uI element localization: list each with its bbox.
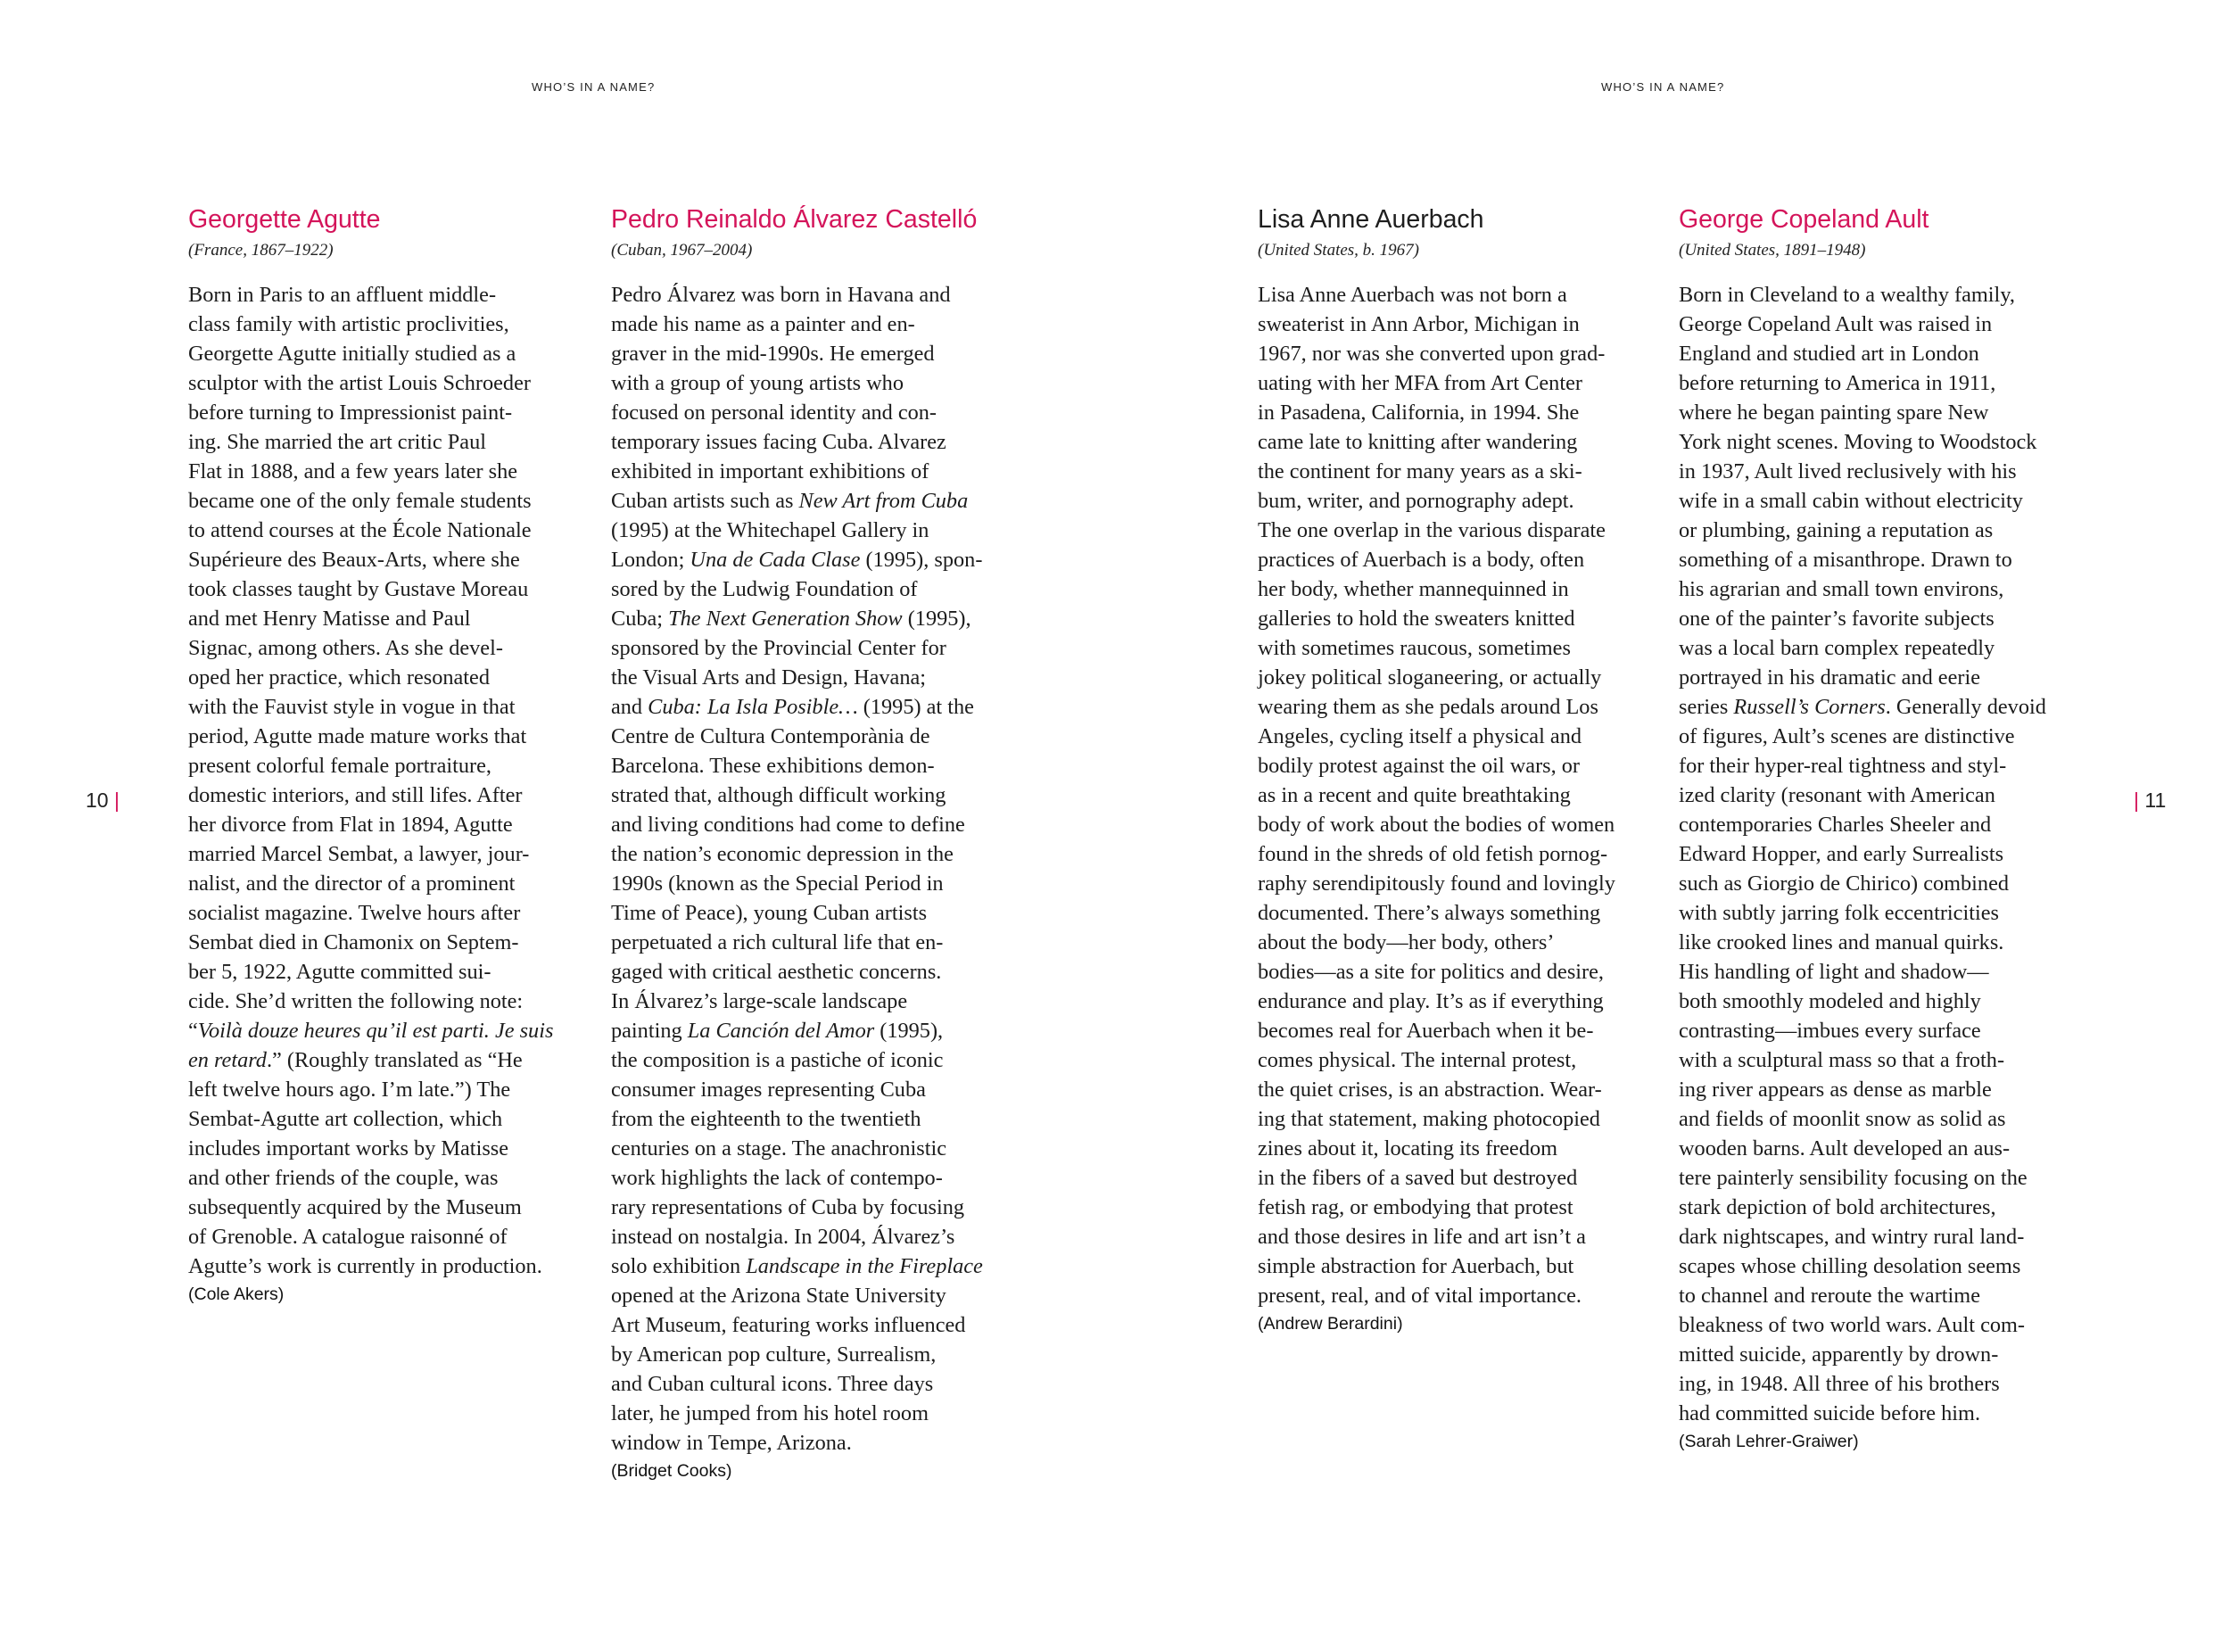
body-line [611, 545, 1012, 574]
body-line: ing. She married the art critic Paul [188, 430, 486, 454]
body-line: bodies—as a site for politics and desire, [1258, 960, 1604, 984]
body-line: becomes real for Auerbach when it be- [1258, 1019, 1594, 1043]
body-line: Sembat died in Chamonix on Septem- [188, 930, 519, 954]
body-line: in Pasadena, California, in 1994. She [1258, 401, 1580, 425]
body-line: with the Fauvist style in vogue in that [188, 695, 516, 719]
body-line: sponsored by the Provincial Center for [611, 636, 946, 660]
body-line: strated that, although difficult working [611, 783, 946, 807]
body-line: had committed suicide before him. [1679, 1401, 1981, 1425]
body-line: Time of Peace), young Cuban artists [611, 901, 928, 925]
body-line: contrasting—imbues every surface [1679, 1019, 1981, 1043]
text-run: (1995) at the [857, 695, 974, 719]
body-line: his agrarian and small town environs, [1679, 577, 2004, 601]
entry-name: Lisa Anne Auerbach [1258, 205, 1484, 234]
body-line: work highlights the lack of contempo- [611, 1166, 943, 1190]
body-line: married Marcel Sembat, a lawyer, jour- [188, 842, 530, 866]
body-line: and fields of moonlit snow as solid as [1679, 1107, 2006, 1131]
body-line: window in Tempe, Arizona. [611, 1431, 852, 1455]
folio-divider: | [113, 789, 120, 812]
body-line: includes important works by Matisse [188, 1136, 509, 1161]
body-line: to attend courses at the École Nationale [188, 518, 532, 542]
entry-author: (Andrew Berardini) [1258, 1314, 1403, 1334]
body-line: Centre de Cultura Contemporània de [611, 724, 930, 748]
body-line [188, 1016, 590, 1045]
body-line: ing, in 1948. All three of his brothers [1679, 1372, 2000, 1396]
body-line [611, 1016, 1012, 1045]
running-head-left: WHO’S IN A NAME? [532, 80, 656, 94]
body-line: sored by the Ludwig Foundation of [611, 577, 918, 601]
text-run: solo exhibition [611, 1254, 747, 1278]
italic-title: Landscape in the Fireplace [746, 1254, 983, 1278]
body-line: present colorful female portraiture, [188, 754, 492, 778]
text-run: Cuban artists such as [611, 489, 799, 513]
body-line: Barcelona. These exhibitions demon- [611, 754, 935, 778]
body-line: or plumbing, gaining a reputation as [1679, 518, 1994, 542]
body-line: like crooked lines and manual quirks. [1679, 930, 2004, 954]
page-number-right-value: 11 [2144, 789, 2167, 812]
italic-title: New Art from Cuba [798, 489, 969, 513]
text-run: painting [611, 1019, 688, 1043]
body-line: bum, writer, and pornography adept. [1258, 489, 1574, 513]
body-line [611, 604, 1012, 633]
body-line: such as Giorgio de Chirico) combined [1679, 871, 2010, 896]
body-line: Agutte’s work is currently in production. [188, 1254, 542, 1278]
body-line: sweaterist in Ann Arbor, Michigan in [1258, 312, 1580, 336]
italic-title: en retard [188, 1048, 267, 1072]
body-line: and other friends of the couple, was [188, 1166, 499, 1190]
body-line: Edward Hopper, and early Surrealists [1679, 842, 2004, 866]
italic-title: Russell’s Corners [1733, 695, 1886, 719]
body-line: to channel and reroute the wartime [1679, 1284, 1980, 1308]
body-line: galleries to hold the sweaters knitted [1258, 607, 1575, 631]
body-line: Art Museum, featuring works influenced [611, 1313, 966, 1337]
text-run: (1995), [902, 607, 971, 631]
body-line: for their hyper-real tightness and styl- [1679, 754, 2007, 778]
body-line: Georgette Agutte initially studied as a [188, 342, 516, 366]
body-line: simple abstraction for Auerbach, but [1258, 1254, 1574, 1278]
text-run: (1995), [874, 1019, 944, 1043]
body-line: found in the shreds of old fetish pornog- [1258, 842, 1608, 866]
body-line: practices of Auerbach is a body, often [1258, 548, 1585, 572]
running-head-right: WHO’S IN A NAME? [1601, 80, 1725, 94]
body-line: ing river appears as dense as marble [1679, 1078, 1992, 1102]
body-line: about the body—her body, others’ [1258, 930, 1555, 954]
body-line: Signac, among others. As she devel- [188, 636, 503, 660]
body-line: scapes whose chilling desolation seems [1679, 1254, 2021, 1278]
entry-body [188, 280, 590, 1281]
body-line: domestic interiors, and still lifes. After [188, 783, 523, 807]
body-line: oped her practice, which resonated [188, 665, 490, 690]
italic-title: Una de Cada Clase [690, 548, 861, 572]
body-line: zines about it, locating its freedom [1258, 1136, 1558, 1161]
body-line: with a sculptural mass so that a froth- [1679, 1048, 2005, 1072]
body-line: of figures, Ault’s scenes are distinctive [1679, 724, 2015, 748]
body-line: raphy serendipitously found and lovingly [1258, 871, 1615, 896]
body-line: In Álvarez’s large-scale landscape [611, 989, 908, 1013]
body-line: documented. There’s always something [1258, 901, 1601, 925]
body-line: Pedro Álvarez was born in Havana and [611, 283, 951, 307]
body-line: cide. She’d written the following note: [188, 989, 524, 1013]
body-line: Supérieure des Beaux-Arts, where she [188, 548, 520, 572]
entry-meta: (France, 1867–1922) [188, 241, 334, 260]
body-line: graver in the mid-1990s. He emerged [611, 342, 935, 366]
body-line [611, 692, 1012, 722]
body-line: uating with her MFA from Art Center [1258, 371, 1582, 395]
entry-body [1258, 280, 1659, 1310]
entry-meta: (United States, 1891–1948) [1679, 241, 1866, 260]
body-line: came late to knitting after wandering [1258, 430, 1578, 454]
body-line: period, Agutte made mature works that [188, 724, 527, 748]
body-line: nalist, and the director of a prominent [188, 871, 516, 896]
body-line: her body, whether mannequinned in [1258, 577, 1569, 601]
entry-name: Pedro Reinaldo Álvarez Castelló [611, 205, 978, 234]
body-line: 1967, nor was she converted upon grad- [1258, 342, 1606, 366]
body-line: as in a recent and quite breathtaking [1258, 783, 1571, 807]
entry-column-4 [1679, 203, 2080, 1453]
page-number-right [2134, 789, 2166, 813]
body-line: endurance and play. It’s as if everything [1258, 989, 1604, 1013]
body-line: and Cuban cultural icons. Three days [611, 1372, 934, 1396]
body-line: gaged with critical aesthetic concerns. [611, 960, 942, 984]
entry-name: George Copeland Ault [1679, 205, 1929, 234]
body-line: temporary issues facing Cuba. Alvarez [611, 430, 946, 454]
body-line: later, he jumped from his hotel room [611, 1401, 929, 1425]
body-line: 1990s (known as the Special Period in [611, 871, 944, 896]
body-line: was a local barn complex repeatedly [1679, 636, 1995, 660]
body-line: where he began painting spare New [1679, 401, 1989, 425]
text-run: Cuba; [611, 607, 669, 631]
body-line: the Visual Arts and Design, Havana; [611, 665, 927, 690]
body-line: class family with artistic proclivities, [188, 312, 509, 336]
body-line [188, 1045, 590, 1075]
body-line: of Grenoble. A catalogue raisonné of [188, 1225, 508, 1249]
entry-author: (Cole Akers) [188, 1284, 285, 1304]
body-line: before returning to America in 1911, [1679, 371, 1996, 395]
body-line: subsequently acquired by the Museum [188, 1195, 522, 1219]
body-line: contemporaries Charles Sheeler and [1679, 813, 1992, 837]
body-line: in 1937, Ault lived reclusively with his [1679, 459, 2017, 483]
body-line: consumer images representing Cuba [611, 1078, 926, 1102]
body-line: from the eighteenth to the twentieth [611, 1107, 921, 1131]
entry-meta: (United States, b. 1967) [1258, 241, 1420, 260]
body-line: Sembat-Agutte art collection, which [188, 1107, 503, 1131]
body-line: mitted suicide, apparently by drown- [1679, 1342, 1999, 1367]
folio-divider: | [2134, 789, 2139, 812]
body-line [611, 1251, 1012, 1281]
body-line: Born in Paris to an affluent middle- [188, 283, 497, 307]
body-line: George Copeland Ault was raised in [1679, 312, 1993, 336]
entry-body [1679, 280, 2080, 1428]
body-line: portrayed in his dramatic and eerie [1679, 665, 1980, 690]
italic-title: Voilà douze heures qu’il est parti. Je suis [197, 1019, 554, 1043]
body-line: wife in a small cabin without electricity [1679, 489, 2023, 513]
text-run: “ [188, 1019, 198, 1043]
body-line: His handling of light and shadow— [1679, 960, 1989, 984]
body-line: the nation’s economic depression in the [611, 842, 954, 866]
body-line: made his name as a painter and en- [611, 312, 915, 336]
body-line: Angeles, cycling itself a physical and [1258, 724, 1582, 748]
body-line: England and studied art in London [1679, 342, 1979, 366]
body-line: ized clarity (resonant with American [1679, 783, 1995, 807]
entry-name: Georgette Agutte [188, 205, 381, 234]
body-line: and living conditions had come to define [611, 813, 965, 837]
body-line [611, 486, 1012, 516]
text-run: .” (Roughly translated as “He [266, 1048, 523, 1072]
page-number-left-value: 10 [86, 789, 109, 812]
body-line: tere painterly sensibility focusing on the [1679, 1166, 2028, 1190]
body-line: fetish rag, or embodying that protest [1258, 1195, 1573, 1219]
body-line: The one overlap in the various disparate [1258, 518, 1606, 542]
body-line [1679, 692, 2080, 722]
italic-title: La Canción del Amor [687, 1019, 875, 1043]
body-line: stark depiction of bold architectures, [1679, 1195, 1996, 1219]
body-line: by American pop culture, Surrealism, [611, 1342, 937, 1367]
body-line: dark nightscapes, and wintry rural land- [1679, 1225, 2025, 1249]
italic-title: Cuba: La Isla Posible… [648, 695, 858, 719]
body-line: focused on personal identity and con- [611, 401, 937, 425]
body-line: Lisa Anne Auerbach was not born a [1258, 283, 1567, 307]
entry-meta: (Cuban, 1967–2004) [611, 241, 753, 260]
body-line: perpetuated a rich cultural life that en- [611, 930, 944, 954]
text-run: series [1679, 695, 1734, 719]
body-line: the continent for many years as a ski- [1258, 459, 1582, 483]
text-run: . Generally devoid [1885, 695, 2046, 719]
entry-column-2 [611, 203, 1012, 1483]
body-line: became one of the only female students [188, 489, 532, 513]
body-line: socialist magazine. Twelve hours after [188, 901, 521, 925]
body-line: ing that statement, making photocopied [1258, 1107, 1600, 1131]
body-line: Flat in 1888, and a few years later she [188, 459, 518, 483]
body-line: and met Henry Matisse and Paul [188, 607, 471, 631]
body-line: one of the painter’s favorite subjects [1679, 607, 1995, 631]
body-line: (1995) at the Whitechapel Gallery in [611, 518, 929, 542]
text-run: and [611, 695, 648, 719]
body-line: centuries on a stage. The anachronistic [611, 1136, 947, 1161]
body-line: present, real, and of vital importance. [1258, 1284, 1582, 1308]
body-line: rary representations of Cuba by focusing [611, 1195, 965, 1219]
body-line: with a group of young artists who [611, 371, 904, 395]
body-line: wearing them as she pedals around Los [1258, 695, 1598, 719]
body-line: took classes taught by Gustave Moreau [188, 577, 529, 601]
body-line: ber 5, 1922, Agutte committed sui- [188, 960, 491, 984]
body-line: sculptor with the artist Louis Schroeder [188, 371, 531, 395]
body-line: jokey political sloganeering, or actually [1258, 665, 1602, 690]
italic-title: The Next Generation Show [668, 607, 903, 631]
body-line: something of a misanthrope. Drawn to [1679, 548, 2012, 572]
body-line: opened at the Arizona State University [611, 1284, 946, 1308]
text-run: London; [611, 548, 690, 572]
body-line: wooden barns. Ault developed an aus- [1679, 1136, 2011, 1161]
body-line: with subtly jarring folk eccentricities [1679, 901, 1999, 925]
body-line: and those desires in life and art isn’t a [1258, 1225, 1586, 1249]
entry-column-1 [188, 203, 590, 1306]
entry-author: (Sarah Lehrer-Graiwer) [1679, 1432, 1859, 1451]
text-run: (1995), spon- [860, 548, 983, 572]
body-line: her divorce from Flat in 1894, Agutte [188, 813, 513, 837]
body-line: York night scenes. Moving to Woodstock [1679, 430, 2037, 454]
body-line: exhibited in important exhibitions of [611, 459, 929, 483]
body-line: Born in Cleveland to a wealthy family, [1679, 283, 2015, 307]
body-line: left twelve hours ago. I’m late.”) The [188, 1078, 511, 1102]
body-line: body of work about the bodies of women [1258, 813, 1615, 837]
body-line: the composition is a pastiche of iconic [611, 1048, 944, 1072]
body-line: bleakness of two world wars. Ault com- [1679, 1313, 2026, 1337]
entry-author: (Bridget Cooks) [611, 1461, 732, 1481]
page-number-left [86, 789, 120, 813]
body-line: comes physical. The internal protest, [1258, 1048, 1577, 1072]
body-line: the quiet crises, is an abstraction. Wear- [1258, 1078, 1602, 1102]
entry-column-3 [1258, 203, 1659, 1335]
body-line: before turning to Impressionist paint- [188, 401, 513, 425]
body-line: both smoothly modeled and highly [1679, 989, 1981, 1013]
body-line: instead on nostalgia. In 2004, Álvarez’s [611, 1225, 955, 1249]
body-line: in the fibers of a saved but destroyed [1258, 1166, 1578, 1190]
body-line: bodily protest against the oil wars, or [1258, 754, 1581, 778]
body-line: with sometimes raucous, sometimes [1258, 636, 1571, 660]
entry-body [611, 280, 1012, 1458]
